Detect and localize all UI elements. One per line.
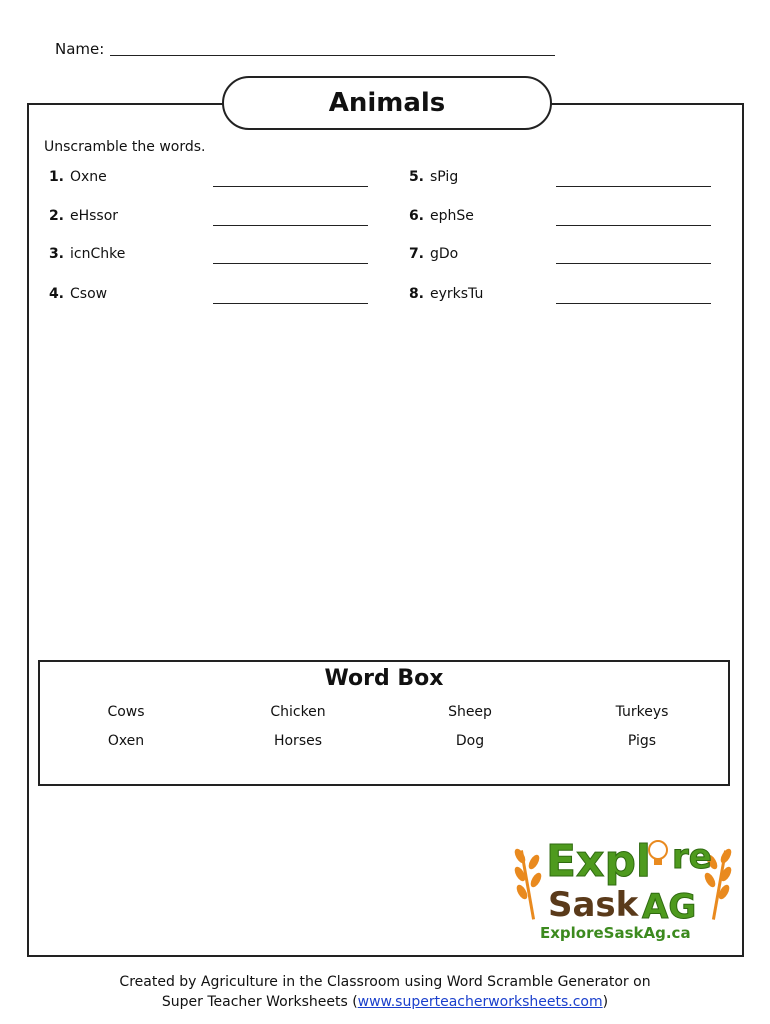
page-title: Animals [222, 76, 552, 130]
answer-line[interactable] [213, 303, 368, 304]
footer-prefix: Super Teacher Worksheets ( [161, 994, 358, 1010]
instructions: Unscramble the words. [44, 139, 206, 155]
answer-line[interactable] [213, 225, 368, 226]
scramble-item [398, 286, 540, 302]
item-number: 1. [48, 169, 64, 185]
scrambled-word: eyrksTu [430, 286, 484, 302]
scramble-item [38, 286, 180, 302]
word-box-word: Cows [107, 704, 145, 720]
svg-text:Expl: Expl [546, 836, 652, 887]
scrambled-word: icnChke [70, 246, 126, 262]
answer-line[interactable] [556, 263, 711, 264]
item-number: 6. [408, 208, 424, 224]
item-number: 3. [48, 246, 64, 262]
answer-line[interactable] [556, 303, 711, 304]
name-field [55, 40, 555, 58]
svg-text:re: re [672, 837, 712, 877]
word-box-word: Dog [455, 733, 485, 749]
answer-line[interactable] [213, 186, 368, 187]
wheat-left-icon [513, 847, 544, 920]
answer-line[interactable] [556, 186, 711, 187]
word-box-word: Horses [273, 733, 323, 749]
scramble-item [398, 169, 540, 185]
svg-text:AG: AG [642, 887, 697, 927]
item-number: 8. [408, 286, 424, 302]
word-box-word: Oxen [107, 733, 145, 749]
lightbulb-icon [649, 841, 667, 865]
item-number: 2. [48, 208, 64, 224]
scrambled-word: ephSe [430, 208, 474, 224]
scramble-item [398, 208, 540, 224]
answer-line[interactable] [213, 263, 368, 264]
name-label: Name: [55, 40, 105, 58]
scrambled-word: eHssor [70, 208, 119, 224]
footer [0, 972, 770, 1012]
footer-line2 [0, 992, 770, 1012]
scrambled-word: Oxne [70, 169, 107, 185]
footer-link[interactable]: www.superteacherworksheets.com [357, 994, 603, 1010]
item-number: 7. [408, 246, 424, 262]
logo-url: ExploreSaskAg.ca [540, 924, 691, 942]
word-box-word: Chicken [270, 704, 326, 720]
word-box-title: Word Box [324, 666, 444, 691]
scrambled-word: Csow [70, 286, 108, 302]
scramble-item [38, 169, 180, 185]
word-box-word: Pigs [627, 733, 657, 749]
scrambled-word: sPig [430, 169, 459, 185]
scrambled-word: gDo [430, 246, 459, 262]
answer-line[interactable] [556, 225, 711, 226]
word-box [38, 660, 730, 786]
scramble-item [38, 246, 180, 262]
scramble-item [398, 246, 540, 262]
word-box-word: Turkeys [615, 704, 669, 720]
item-number: 5. [408, 169, 424, 185]
item-number: 4. [48, 286, 64, 302]
footer-line1: Created by Agriculture in the Classroom using Word Scramble Generator on [119, 974, 651, 990]
footer-suffix: ) [602, 994, 609, 1010]
scramble-item [38, 208, 180, 224]
svg-text:Sask: Sask [548, 885, 639, 925]
name-line[interactable] [110, 55, 555, 56]
word-box-word: Sheep [448, 704, 492, 720]
